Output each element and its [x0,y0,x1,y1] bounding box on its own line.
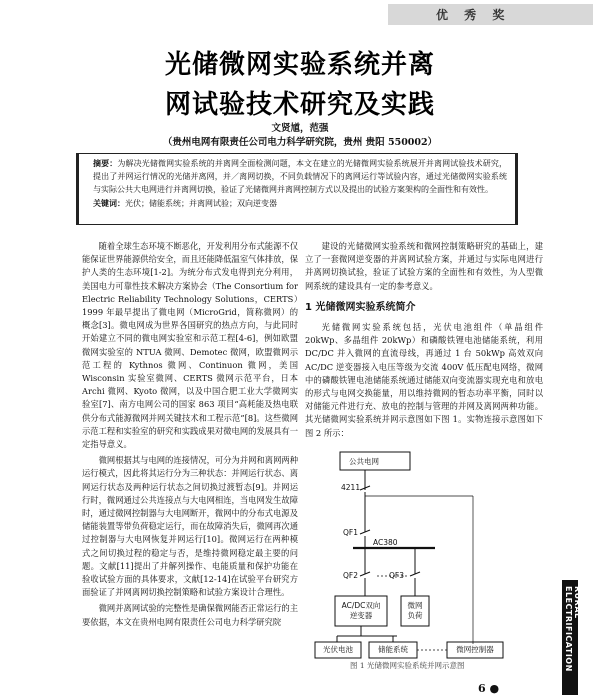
award-banner [388,4,593,25]
journal-side-bar [562,580,582,695]
affiliation: （贵州电网有限责任公司电力科学研究院，贵州 贵阳 550002） [162,137,438,148]
storage-label: 储能系统 [378,645,408,654]
journal-side-text: RURAL ELECTRIFICATION [564,586,582,672]
abstract-text: 为解决光储微网实验系统的并离网全面检测问题，本文在建立的光储微网实验系统展开并离网试验技术研究，提出了并网运行情况的光储并离网，并／离网切换，不同负载情况下的离网运行等试验内容，通过光储微网实验系统与实际公共大电网进行并离网切换，验证了光储微网并离网控制方式以及提出的试验方案架构的全面性和有效性。 [93,159,508,194]
right-column [305,240,543,440]
right-paragraph-1: 建设的光储微网实验系统和微网控制策略研究的基础上，建立了一套微网逆变器的并离网试验方案，并通过与实际电网进行并离网切换试验，验证了试验方案的全面性和有效性，为人型微网系统的建设具有一定的参考意义。 [305,241,543,291]
qf3-label: QF3 [389,571,404,580]
left-paragraph-2: 微网根据其与电网的连接情况，可分为并网和离网两种运行模式，因此将其运行分为三种状态：并网运行状态、离网运行状态及两种运行状态之间切换过渡暂态[9]。并网运行时，微网通过公共连接点与大电网相连，当电网发生故障时，通过微网控制器与大电网断开，微网中的分布式电源及储能装置等带负荷稳定运行，而在故障消失后，微网再次通过控制器与大电网恢复并网运行[10]。微网运行在两种模式之间切换过程的稳定与否，是维持微网稳定最主要的问题。文献[11]提出了并解列操作、电能质量和保护功能在验收试验方面的具体要求，文献[12-14]在试验平台研究方面验证了并网离网切换控制策略和试验方案设计合理性。 [82,455,298,598]
award-label: 优 秀 奖 [436,8,511,22]
page-footer-mark: 6 ● [478,682,500,695]
keywords-label: 关键词： [93,198,125,208]
grid-label: 公共电网 [349,457,379,466]
left-paragraph-1: 随着全球生态环境不断恶化，开发利用分布式能源不仅能保证世界能源供给安全，而且还能降低温室气体排放，保护人类的生态环境[1-2]。为统分布式发电得到充分利用，美国电力可靠性技术解决方案协会（The Consortium for Electric Reliability Technology Solutions，CERTS）1999 年最早提出了微电网（MicroGrid，简称微网）的概念[3]。微电网成为世界各国研究的热点方向，与此同时开始建立不同的微电网实验室和示范工程[4-6]，例如欧盟微网实验室的 NTUA 微网、Demotec 微网，欧盟微网示范工程的 Kythnos 微网、Continuon 微网，美国 Wisconsin 实验室微网、CERTS 微网示范平台，日本 Archi 微网、Kyoto 微网，以及中国合肥工业大学微网实验室[7]、南方电网公司的国家 863 项目“高耗能及热电联供分布式能源微网并网关键技术和工程示范”[8]。这些微网示范工程和实验室的研究和实践成果对微电网的发展具有一定指导意义。 [82,241,298,450]
right-paragraph-2: 光储微网实验系统包括，光伏电池组件（单晶组件 20kWp、多晶组件 20kWp）和磷酸铁锂电池储能系统，利用 DC/DC 并入微网的直流母线，再通过 1 台 50kWp 高效双向 AC/DC 逆变器接入电压等级为交流 400V 低压配电网络，微网中的磷酸铁锂电池储能系统通过储能双向变流器实现充电和放电的形式与电网交换能量，用以维持微网的暂态功率平衡，同时以对储能元件进行充、放电的控制与管理的并网及离网两种功能。其光储微网实验系统并网示意图如下图 1。实物连接示意图如下图 2 所示： [305,322,543,438]
switch-4211-label: 4211 [341,483,361,492]
load-label: 微网 负荷 [407,601,423,620]
figure-caption: 图 1 光储微网实验系统并网示意图 [350,661,465,670]
abstract [93,157,507,196]
article-title-line-1: 光储微网实验系统并离 [164,50,435,80]
controller-label: 微网控制器 [456,645,494,654]
abstract-label: 摘要： [93,158,118,168]
bus-label: AC380 [373,538,398,547]
system-diagram [305,446,545,661]
section-heading: 1 光储微网实验系统简介 [305,301,416,313]
qf2-label: QF2 [343,571,358,580]
qf1-label: QF1 [343,528,358,537]
left-column [82,240,298,629]
article-title-line-2: 网试验技术研究及实践 [164,90,435,120]
keywords-text: 光伏；储能系统；并离网试验；双向逆变器 [125,199,277,208]
abstract-box [76,153,518,225]
authors: 文贤馗，范强 [271,123,329,134]
keywords [93,197,507,210]
left-paragraph-3: 微网并离网试验的完整性是确保微网能否正常运行的主要依据，本文在贵州电网有限责任公司电力科学研究院 [82,603,298,627]
converter-label: AC/DC双向 逆变器 [341,601,381,620]
pv-label: 光伏电池 [323,645,353,654]
diagram-lines [305,446,545,661]
